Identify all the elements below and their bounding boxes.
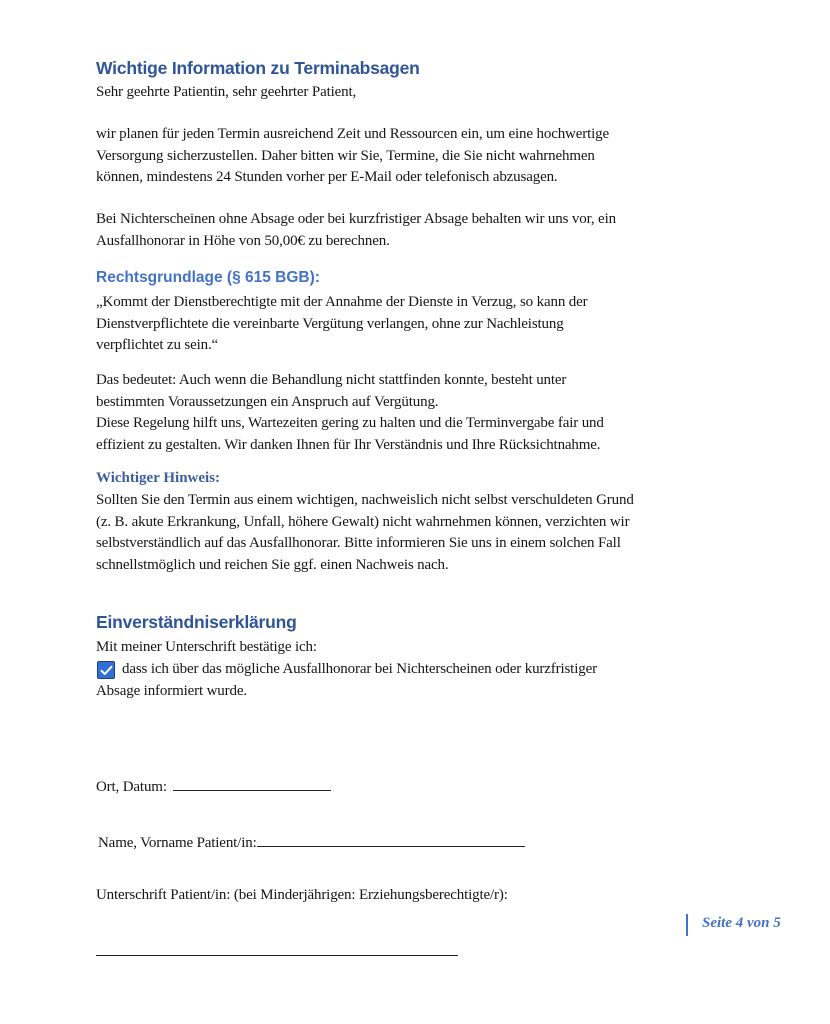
place-date-field [96, 776, 331, 799]
intro-line: Versorgung sicherzustellen. Daher bitten wir Sie, Termine, die Sie nicht wahrnehmen [96, 147, 595, 164]
notice-line: schnellstmöglich und reichen Sie ggf. einen Nachweis nach. [96, 556, 449, 573]
intro-paragraph [96, 124, 609, 189]
explanation-line: effizient zu gestalten. Wir danken Ihnen für Ihr Verständnis und Ihre Rücksichtnahme. [96, 436, 601, 453]
document-title: Wichtige Information zu Terminabsagen [96, 58, 420, 78]
place-date-input-line[interactable] [173, 776, 331, 791]
salutation: Sehr geehrte Patientin, sehr geehrter Patient, [96, 84, 357, 100]
consent-checkbox[interactable] [97, 661, 115, 679]
explanation-line: Das bedeutet: Auch wenn die Behandlung nicht stattfinden konnte, besteht unter [96, 372, 567, 388]
legal-quote [96, 292, 587, 357]
name-field [98, 832, 525, 855]
consent-label-line: dass ich über das mögliche Ausfallhonorar bei Nichterscheinen oder kurzfristiger [122, 661, 597, 677]
quote-line: verpflichtet zu sein.“ [96, 337, 219, 353]
checkmark-icon [100, 665, 113, 676]
consent-lead: Mit meiner Unterschrift bestätige ich: [96, 639, 317, 655]
fee-paragraph [96, 209, 616, 252]
notice-heading: Wichtiger Hinweis: [96, 470, 221, 486]
intro-line: wir planen für jeden Termin ausreichend Zeit und Ressourcen ein, um eine hochwertige [96, 126, 609, 142]
notice-line: (z. B. akute Erkrankung, Unfall, höhere Gewalt) nicht wahrnehmen können, verzichten wir [96, 513, 630, 530]
notice-paragraph [96, 490, 634, 576]
name-label: Name, Vorname Patient/in: [98, 835, 257, 851]
quote-line: „Kommt der Dienstberechtigte mit der Annahme der Dienste in Verzug, so kann der [96, 294, 588, 310]
fee-line: Ausfallhonorar in Höhe von 50,00€ zu berechnen. [96, 232, 390, 249]
name-input-line[interactable] [257, 832, 525, 847]
footer-divider [686, 914, 688, 936]
signature-input-line[interactable] [96, 955, 458, 956]
notice-line: selbstverständlich auf das Ausfallhonorar. Bitte informieren Sie uns in einem solchen Fall [96, 535, 621, 551]
legal-explanation [96, 370, 604, 456]
quote-line: Dienstverpflichtete die vereinbarte Vergütung verlangen, ohne zur Nachleistung [96, 315, 564, 332]
legal-heading: Rechtsgrundlage (§ 615 BGB): [96, 269, 320, 286]
explanation-line: bestimmten Voraussetzungen ein Anspruch auf Vergütung. [96, 393, 439, 410]
explanation-line: Diese Regelung hilft uns, Wartezeiten gering zu halten und die Terminvergabe fair und [96, 415, 604, 431]
page-number: Seite 4 von 5 [702, 915, 781, 931]
consent-heading: Einverständniserklärung [96, 612, 297, 632]
consent-label-line: Absage informiert wurde. [96, 683, 247, 699]
intro-line: können, mindestens 24 Stunden vorher per E-Mail oder telefonisch abzusagen. [96, 169, 558, 185]
place-date-label: Ort, Datum: [96, 779, 167, 795]
notice-line: Sollten Sie den Termin aus einem wichtigen, nachweislich nicht selbst verschuldeten Grund [96, 492, 634, 508]
signature-label: Unterschrift Patient/in: (bei Minderjährigen: Erziehungsberechtigte/r): [96, 887, 508, 903]
fee-line: Bei Nichterscheinen ohne Absage oder bei kurzfristiger Absage behalten wir uns vor, ein [96, 211, 616, 227]
